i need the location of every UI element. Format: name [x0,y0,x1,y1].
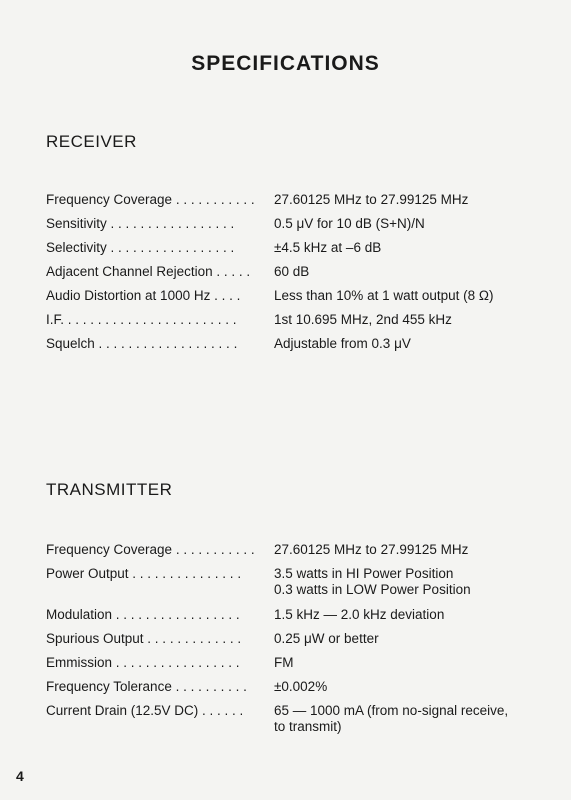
spec-value: 1.5 kHz — 2.0 kHz deviation [274,607,445,622]
spec-label: Current Drain (12.5V DC) . . . . . . [46,703,244,718]
spec-label: Adjacent Channel Rejection . . . . . [46,264,251,279]
spec-label: Selectivity . . . . . . . . . . . . . . . . . [46,240,235,255]
spec-row [46,566,546,598]
spec-value: 27.60125 MHz to 27.99125 MHz [274,542,469,557]
spec-row [46,631,546,647]
spec-value: ±4.5 kHz at –6 dB [274,240,382,255]
spec-label: Squelch . . . . . . . . . . . . . . . . . . . [46,336,238,351]
spec-row [46,336,546,352]
spec-label: Frequency Coverage . . . . . . . . . . . [46,192,255,207]
page-number: 4 [16,768,24,784]
spec-value: 0.5 μV for 10 dB (S+N)/N [274,216,425,231]
spec-value: 3.5 watts in HI Power Position 0.3 watts in LOW Power Position [274,566,471,597]
spec-value: 60 dB [274,264,310,279]
spec-label: Audio Distortion at 1000 Hz . . . . [46,288,241,303]
spec-label: Emmission . . . . . . . . . . . . . . . . . [46,655,240,670]
transmitter-heading: TRANSMITTER [46,480,173,499]
spec-label: I.F. . . . . . . . . . . . . . . . . . . . . . . . [46,312,237,327]
spec-value: FM [274,655,294,670]
spec-value: Adjustable from 0.3 μV [274,336,411,351]
spec-label: Power Output . . . . . . . . . . . . . . . [46,566,242,581]
spec-row [46,216,546,232]
spec-row [46,679,546,695]
receiver-heading: RECEIVER [46,132,137,151]
spec-label: Frequency Tolerance . . . . . . . . . . [46,679,247,694]
spec-value: Less than 10% at 1 watt output (8 Ω) [274,288,494,303]
spec-row [46,703,546,735]
spec-value: 27.60125 MHz to 27.99125 MHz [274,192,469,207]
spec-label: Modulation . . . . . . . . . . . . . . . . . [46,607,240,622]
spec-value: 65 — 1000 mA (from no-signal receive, to transmit) [274,703,509,734]
spec-value: 1st 10.695 MHz, 2nd 455 kHz [274,312,452,327]
spec-label: Frequency Coverage . . . . . . . . . . . [46,542,255,557]
page-title: SPECIFICATIONS [191,52,380,75]
spec-row [46,655,546,671]
spec-row [46,192,546,208]
receiver-spec-table [46,192,546,352]
spec-row [46,607,546,623]
spec-row [46,288,546,304]
spec-value: 0.25 μW or better [274,631,379,646]
spec-label: Spurious Output . . . . . . . . . . . . . [46,631,242,646]
spec-row [46,240,546,256]
spec-row [46,264,546,280]
spec-row [46,542,546,558]
spec-value: ±0.002% [274,679,328,694]
transmitter-spec-table [46,542,546,735]
spec-row [46,312,546,328]
spec-label: Sensitivity . . . . . . . . . . . . . . . . . [46,216,235,231]
